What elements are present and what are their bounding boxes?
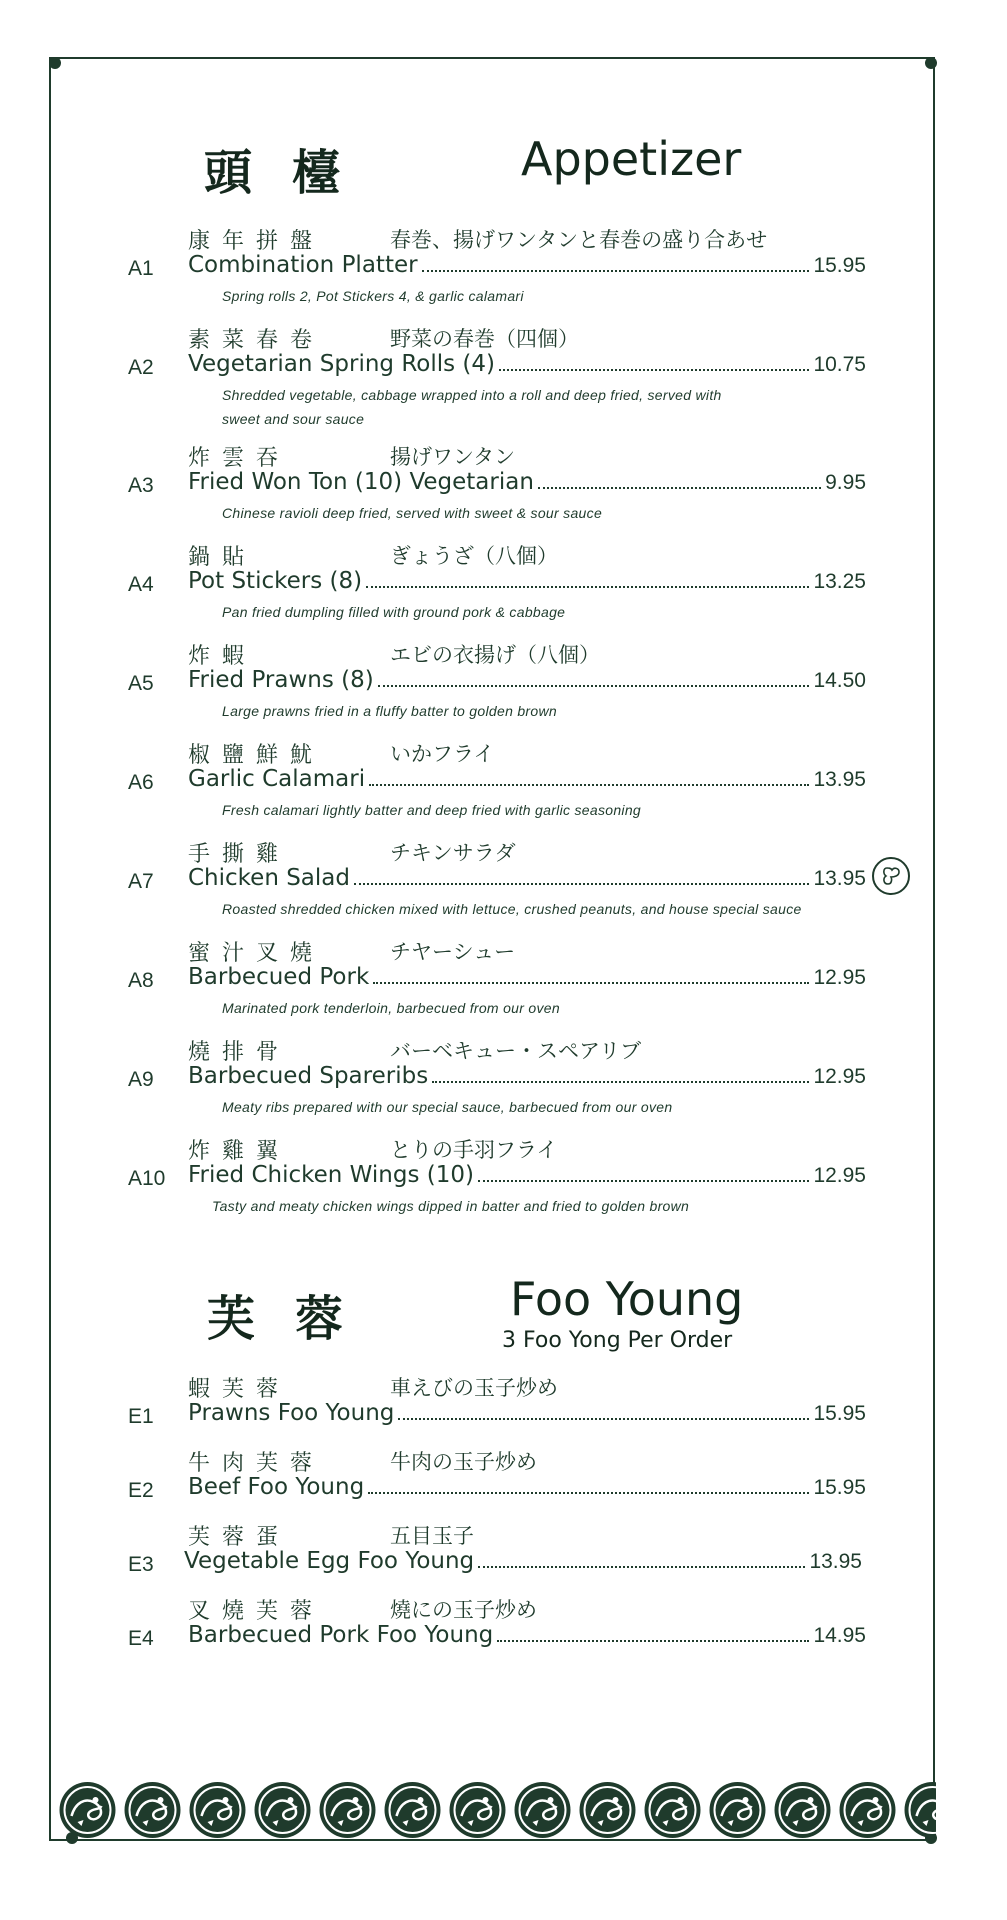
item-chinese-name: 蝦芙蓉 — [188, 1377, 291, 1402]
item-price: 10.75 — [813, 353, 866, 376]
item-line — [188, 1162, 866, 1192]
contains-nuts-badge — [872, 857, 910, 895]
dragon-medallion-icon — [316, 1780, 379, 1840]
dragon-medallion-icon — [186, 1780, 249, 1840]
item-description: Chinese ravioli deep fried, served with sweet & sour sauce — [222, 505, 603, 521]
item-price: 9.95 — [825, 471, 866, 494]
item-chinese-name: 手撕雞 — [188, 842, 291, 867]
menu-item — [0, 936, 1007, 1028]
item-code: A9 — [128, 1068, 154, 1091]
item-name: Garlic Calamari — [188, 766, 366, 792]
item-line — [188, 766, 866, 796]
item-description: Large prawns fried in a fluffy batter to golden brown — [222, 703, 557, 719]
item-description: Marinated pork tenderloin, barbecued from our oven — [222, 1000, 560, 1016]
item-name: Fried Won Ton (10) Vegetarian — [188, 469, 534, 495]
dragon-medallion-border — [56, 1780, 936, 1840]
menu-item — [0, 540, 1007, 632]
dot-leader — [378, 667, 810, 687]
item-line — [188, 351, 866, 381]
corner-dot — [925, 57, 937, 69]
item-chinese-name: 素菜春卷 — [188, 328, 325, 353]
item-chinese-name: 燒排骨 — [188, 1040, 291, 1065]
dragon-medallion-icon — [771, 1780, 834, 1840]
item-code: A3 — [128, 474, 154, 497]
item-chinese-name: 叉燒芙蓉 — [188, 1599, 325, 1624]
item-description: Fresh calamari lightly batter and deep fried with garlic seasoning — [222, 802, 642, 818]
item-description: Meaty ribs prepared with our special sauce, barbecued from our oven — [222, 1099, 673, 1115]
dragon-medallion-icon — [706, 1780, 769, 1840]
menu-item — [0, 639, 1007, 731]
item-chinese-name: 康年拼盤 — [188, 229, 325, 254]
dragon-medallion-icon — [836, 1780, 899, 1840]
item-name: Pot Stickers (8) — [188, 568, 363, 594]
item-chinese-name: 芙蓉蛋 — [188, 1525, 291, 1550]
item-line — [188, 1400, 866, 1430]
dot-leader — [478, 1162, 809, 1182]
dragon-medallion-icon — [511, 1780, 574, 1840]
menu-item — [0, 1594, 1007, 1664]
item-price: 15.95 — [813, 1476, 866, 1499]
dot-leader — [373, 964, 809, 984]
item-code: A4 — [128, 573, 154, 596]
item-price: 15.95 — [813, 254, 866, 277]
item-description: Spring rolls 2, Pot Stickers 4, & garlic calamari — [222, 288, 524, 304]
item-code: A1 — [128, 257, 154, 280]
item-description: Pan fried dumpling filled with ground pork & cabbage — [222, 604, 566, 620]
item-line — [188, 568, 866, 598]
dragon-medallion-icon — [56, 1780, 119, 1840]
item-line — [188, 252, 866, 282]
item-description: Tasty and meaty chicken wings dipped in batter and fried to golden brown — [212, 1198, 690, 1214]
dot-leader — [499, 351, 809, 371]
item-japanese-name: 野菜の春巻（四個） — [390, 327, 579, 351]
item-japanese-name: チキンサラダ — [390, 841, 516, 865]
corner-dot — [49, 57, 61, 69]
item-name: Prawns Foo Young — [188, 1400, 395, 1426]
menu-item — [0, 1372, 1007, 1442]
item-description: Roasted shredded chicken mixed with lettuce, crushed peanuts, and house special sauce — [222, 901, 802, 917]
menu-item — [0, 1520, 1007, 1590]
item-price: 14.95 — [813, 1624, 866, 1647]
item-japanese-name: 牛肉の玉子炒め — [390, 1450, 537, 1474]
dot-leader — [422, 252, 810, 272]
item-price: 13.95 — [809, 1550, 862, 1573]
appetizer-title-chinese: 頭檯 — [204, 145, 381, 201]
item-line — [188, 667, 866, 697]
item-chinese-name: 牛肉芙蓉 — [188, 1451, 325, 1476]
dot-leader — [398, 1400, 809, 1420]
item-name: Vegetable Egg Foo Young — [184, 1548, 475, 1574]
item-price: 13.95 — [813, 768, 866, 791]
item-name: Beef Foo Young — [188, 1474, 365, 1500]
item-name: Barbecued Pork Foo Young — [188, 1622, 494, 1648]
dragon-medallion-icon — [446, 1780, 509, 1840]
item-name: Combination Platter — [188, 252, 418, 278]
item-line — [188, 1622, 866, 1652]
dot-leader — [497, 1622, 809, 1642]
dragon-medallion-icon — [381, 1780, 444, 1840]
item-line — [188, 865, 866, 895]
item-japanese-name: バーベキュー・スペアリブ — [390, 1039, 642, 1063]
item-price: 12.95 — [813, 1164, 866, 1187]
item-chinese-name: 鍋貼 — [188, 545, 257, 570]
item-price: 14.50 — [813, 669, 866, 692]
item-chinese-name: 蜜汁叉燒 — [188, 941, 325, 966]
menu-item — [0, 323, 1007, 427]
item-name: Vegetarian Spring Rolls (4) — [188, 351, 495, 377]
item-japanese-name: エビの衣揚げ（八個） — [390, 643, 600, 667]
item-japanese-name: 車えびの玉子炒め — [390, 1376, 558, 1400]
item-japanese-name: 揚げワンタン — [390, 445, 516, 469]
item-code: A7 — [128, 870, 154, 893]
dragon-medallion-icon — [901, 1780, 936, 1840]
dot-leader — [369, 766, 809, 786]
item-name: Chicken Salad — [188, 865, 350, 891]
item-line — [188, 1474, 866, 1504]
item-name: Fried Prawns (8) — [188, 667, 374, 693]
item-japanese-name: 春巻、揚げワンタンと春巻の盛り合あせ — [390, 228, 768, 252]
dragon-medallion-icon — [641, 1780, 704, 1840]
item-line — [188, 469, 866, 499]
item-code: E4 — [128, 1627, 154, 1650]
item-japanese-name: チヤーシュー — [390, 940, 516, 964]
menu-item — [0, 837, 1007, 929]
item-japanese-name: ぎょうざ（八個） — [390, 544, 558, 568]
item-code: A10 — [128, 1167, 166, 1190]
dragon-medallion-icon — [121, 1780, 184, 1840]
item-name: Fried Chicken Wings (10) — [188, 1162, 474, 1188]
appetizer-title: Appetizer — [521, 132, 742, 186]
item-code: E1 — [128, 1405, 154, 1428]
dragon-medallion-icon — [251, 1780, 314, 1840]
peanut-icon — [879, 864, 903, 888]
item-price: 12.95 — [813, 966, 866, 989]
item-line — [184, 1548, 862, 1578]
menu-item — [0, 738, 1007, 830]
item-japanese-name: いかフライ — [390, 742, 495, 766]
item-chinese-name: 炸蝦 — [188, 644, 257, 669]
item-name: Barbecued Pork — [188, 964, 370, 990]
menu-item — [0, 441, 1007, 533]
item-price: 13.25 — [813, 570, 866, 593]
item-line — [188, 964, 866, 994]
item-code: A2 — [128, 356, 154, 379]
item-japanese-name: 五目玉子 — [390, 1524, 474, 1548]
item-chinese-name: 炸雞翼 — [188, 1139, 291, 1164]
item-japanese-name: 燒にの玉子炒め — [390, 1598, 537, 1622]
foo-young-subtitle: 3 Foo Yong Per Order — [502, 1328, 733, 1353]
item-code: A6 — [128, 771, 154, 794]
dot-leader — [368, 1474, 809, 1494]
item-name: Barbecued Spareribs — [188, 1063, 429, 1089]
item-code: E2 — [128, 1479, 154, 1502]
dot-leader — [366, 568, 809, 588]
item-description: Shredded vegetable, cabbage wrapped into a roll and deep fried, served with sweet and sour sauce — [222, 387, 722, 427]
item-chinese-name: 炸雲吞 — [188, 446, 291, 471]
item-code: A5 — [128, 672, 154, 695]
item-chinese-name: 椒鹽鮮魷 — [188, 743, 325, 768]
menu-item — [0, 1134, 1007, 1226]
dot-leader — [478, 1548, 805, 1568]
foo-young-title-chinese: 芙蓉 — [207, 1291, 384, 1347]
menu-item — [0, 1035, 1007, 1127]
dot-leader — [432, 1063, 809, 1083]
item-line — [188, 1063, 866, 1093]
foo-young-title: Foo Young — [510, 1272, 744, 1326]
item-code: A8 — [128, 969, 154, 992]
item-japanese-name: とりの手羽フライ — [390, 1138, 558, 1162]
dot-leader — [538, 469, 821, 489]
menu-item — [0, 1446, 1007, 1516]
menu-item — [0, 224, 1007, 316]
item-code: E3 — [128, 1553, 154, 1576]
item-price: 12.95 — [813, 1065, 866, 1088]
dragon-medallion-icon — [576, 1780, 639, 1840]
item-price: 13.95 — [813, 867, 866, 890]
item-price: 15.95 — [813, 1402, 866, 1425]
dot-leader — [354, 865, 809, 885]
